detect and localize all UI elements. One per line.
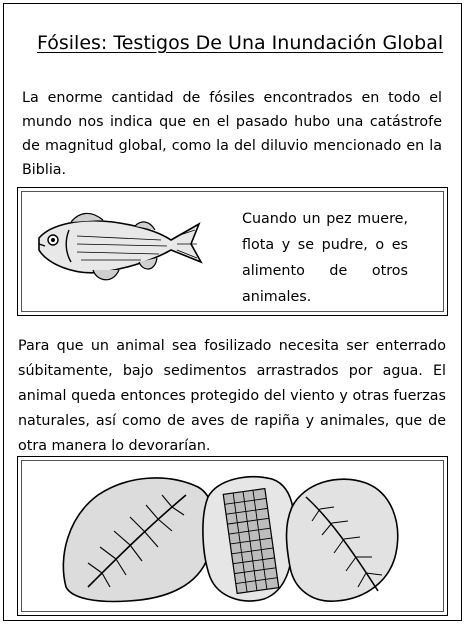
fossil-paragraph: Para que un animal sea fosilizado necesita ser enterrado súbitamente, bajo sedimentos arrastrados por agua. El animal queda entonces protegido del viento y otras fuerzas naturales, así como de aves de rapiña y animales, que de otra manera lo devorarían. [18,338,446,454]
fish-box [17,187,448,316]
fossil-icon [58,467,404,605]
intro-paragraph: La enorme cantidad de fósiles encontrados en todo el mundo nos indica que en el pasado hubo una catástrofe de magnitud global, como la del diluvio mencionado en la Biblia. [22,90,442,178]
fossil-stones-illustration [58,467,404,605]
fossil-box [17,456,448,616]
fish-icon [31,206,203,288]
fish-box-text: Cuando un pez muere, flota y se pudre, o es alimento de otros animales. [242,211,408,305]
fish-illustration [31,206,203,288]
page-title: Fósiles: Testigos De Una Inundación Global [37,32,444,54]
